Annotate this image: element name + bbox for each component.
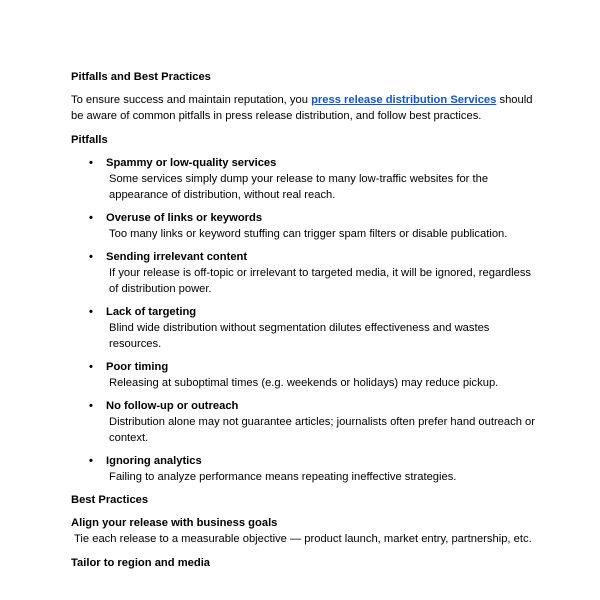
list-item [71, 304, 541, 352]
bullet-icon: • [89, 361, 93, 373]
section-title: Pitfalls and Best Practices [71, 71, 211, 83]
intro-text-before: To ensure success and maintain reputation, you [71, 94, 312, 106]
pitfalls-list [71, 155, 541, 485]
pitfall-desc: Blind wide distribution without segmentation dilutes effectiveness and wastes resources. [109, 322, 490, 350]
pitfall-title: Lack of targeting [106, 306, 197, 318]
pitfall-title: Sending irrelevant content [106, 251, 248, 263]
list-item [71, 398, 541, 446]
pitfall-desc: Distribution alone may not guarantee articles; journalists often prefer hand outreach or context. [109, 416, 535, 444]
bullet-icon: • [89, 400, 93, 412]
pitfall-title: Ignoring analytics [106, 455, 202, 467]
best-practice-item [71, 555, 541, 571]
list-item [71, 453, 541, 485]
bullet-icon: • [89, 212, 93, 224]
pitfalls-heading: Pitfalls [71, 134, 108, 146]
press-release-services-link[interactable]: press release distribution Services [311, 94, 497, 106]
bullet-icon: • [89, 306, 93, 318]
pitfall-desc: Some services simply dump your release to many low-traffic websites for the appearance of distribution, without real reach. [109, 173, 489, 201]
best-practice-title: Tailor to region and media [71, 557, 211, 569]
best-practice-item [71, 515, 541, 547]
pitfall-title: Poor timing [106, 361, 169, 373]
bullet-icon: • [89, 455, 93, 467]
pitfall-title: Spammy or low-quality services [106, 157, 277, 169]
pitfall-desc: Failing to analyze performance means repeating ineffective strategies. [109, 471, 457, 483]
intro-paragraph [71, 92, 541, 124]
pitfall-desc: If your release is off-topic or irrelevant to targeted media, it will be ignored, regardless of distribution power. [109, 267, 532, 295]
document-page [71, 69, 541, 579]
list-item [71, 210, 541, 242]
list-item [71, 249, 541, 297]
intro-text-after: should be aware of common pitfalls in press release distribution, and follow best practices. [71, 94, 533, 122]
best-practice-desc: Tie each release to a measurable objective — product launch, market entry, partnership, etc. [74, 533, 532, 545]
pitfall-desc: Too many links or keyword stuffing can trigger spam filters or disable publication. [109, 228, 508, 240]
bullet-icon: • [89, 157, 93, 169]
pitfall-desc: Releasing at suboptimal times (e.g. weekends or holidays) may reduce pickup. [109, 377, 499, 389]
bullet-icon: • [89, 251, 93, 263]
best-practices-heading: Best Practices [71, 494, 149, 506]
list-item [71, 359, 541, 391]
pitfall-title: No follow-up or outreach [106, 400, 239, 412]
list-item [71, 155, 541, 203]
pitfall-title: Overuse of links or keywords [106, 212, 263, 224]
best-practice-title: Align your release with business goals [71, 517, 278, 529]
